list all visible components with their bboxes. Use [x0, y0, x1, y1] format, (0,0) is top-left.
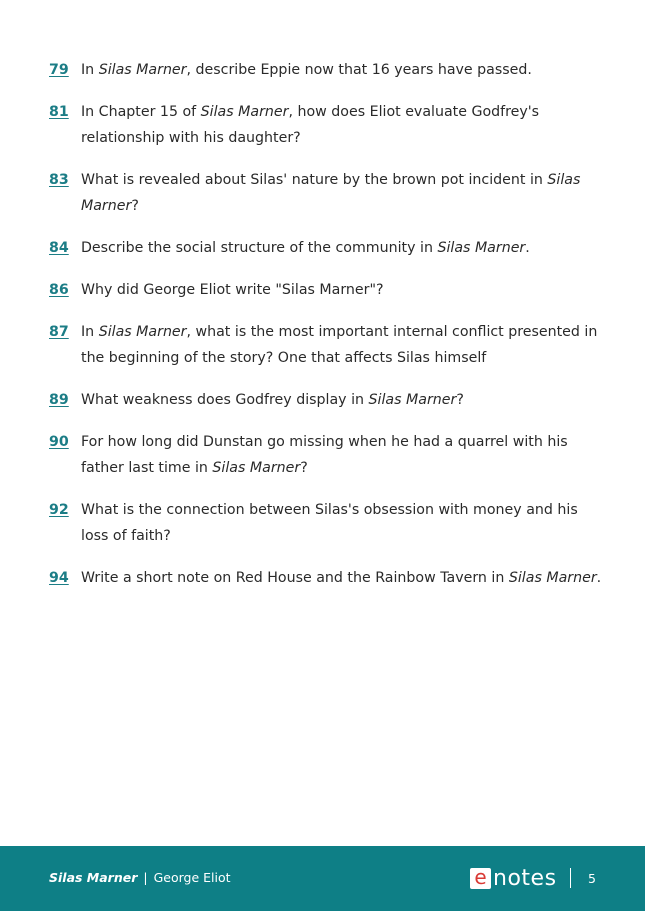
question-number-link[interactable]: 90 — [49, 434, 69, 450]
book-title-italic: Silas Marner — [212, 460, 301, 476]
book-title-italic: Silas Marner — [81, 172, 581, 214]
question-text-part: In — [81, 324, 99, 340]
question-text-part: . — [596, 570, 602, 586]
question-text[interactable] — [81, 167, 609, 219]
question-number-link[interactable]: 86 — [49, 282, 69, 298]
question-item — [49, 565, 609, 591]
question-item — [49, 387, 609, 413]
enotes-logo[interactable] — [470, 866, 557, 890]
question-text-part: ? — [300, 460, 308, 476]
question-text-part: Describe the social structure of the community in — [81, 240, 438, 256]
question-item — [49, 497, 609, 549]
question-text-part: For how long did Dunstan go missing when he had a quarrel with his father last time in — [81, 434, 568, 476]
question-text-part: ? — [131, 198, 139, 214]
question-item — [49, 235, 609, 261]
question-item — [49, 57, 609, 83]
book-title-italic: Silas Marner — [98, 62, 187, 78]
question-text-part: What is revealed about Silas' nature by the brown pot incident in — [81, 172, 548, 188]
question-text[interactable] — [81, 387, 609, 413]
question-item — [49, 277, 609, 303]
question-text[interactable] — [81, 277, 609, 303]
question-text-part: ? — [456, 392, 464, 408]
question-text[interactable] — [81, 497, 609, 549]
question-text-part: What is the connection between Silas's obsession with money and his loss of faith? — [81, 502, 578, 544]
question-text-part: In Chapter 15 of — [81, 104, 201, 120]
question-text-part: Write a short note on Red House and the Rainbow Tavern in — [81, 570, 509, 586]
question-text-part: , what is the most important internal conflict presented in the beginning of the story? One that affects Silas himself — [81, 324, 598, 366]
question-text[interactable] — [81, 565, 609, 591]
footer-book-title: Silas Marner — [49, 870, 138, 885]
question-text-part: , how does Eliot evaluate Godfrey's relationship with his daughter? — [81, 104, 540, 146]
book-title-italic: Silas Marner — [368, 392, 457, 408]
book-title-italic: Silas Marner — [508, 570, 597, 586]
question-number-link[interactable]: 94 — [49, 570, 69, 586]
book-title-italic: Silas Marner — [437, 240, 526, 256]
footer-author: George Eliot — [153, 870, 231, 885]
question-number-link[interactable]: 79 — [49, 62, 69, 78]
question-item — [49, 319, 609, 371]
question-item — [49, 99, 609, 151]
page-number: 5 — [588, 871, 596, 886]
question-text-part: In — [81, 62, 99, 78]
enotes-logo-wordmark: notes — [493, 865, 557, 891]
question-text-part: Why did George Eliot write "Silas Marner"? — [81, 282, 384, 298]
question-text[interactable] — [81, 57, 609, 83]
question-text[interactable] — [81, 235, 609, 261]
footer-book-info — [49, 870, 231, 885]
enotes-logo-e-icon: e — [470, 868, 491, 889]
footer-separator: | — [143, 870, 148, 885]
question-item — [49, 429, 609, 481]
book-title-italic: Silas Marner — [200, 104, 289, 120]
footer-divider — [570, 868, 571, 888]
question-text-part: , describe Eppie now that 16 years have passed. — [186, 62, 532, 78]
question-item — [49, 167, 609, 219]
question-text[interactable] — [81, 319, 609, 371]
question-number-link[interactable]: 84 — [49, 240, 69, 256]
book-title-italic: Silas Marner — [98, 324, 187, 340]
question-number-link[interactable]: 92 — [49, 502, 69, 518]
question-number-link[interactable]: 87 — [49, 324, 69, 340]
page-footer — [0, 846, 645, 911]
question-number-link[interactable]: 89 — [49, 392, 69, 408]
question-text[interactable] — [81, 99, 609, 151]
question-text[interactable] — [81, 429, 609, 481]
question-number-link[interactable]: 81 — [49, 104, 69, 120]
question-text-part: What weakness does Godfrey display in — [81, 392, 369, 408]
question-list — [49, 57, 609, 607]
question-number-link[interactable]: 83 — [49, 172, 69, 188]
question-text-part: . — [525, 240, 530, 256]
